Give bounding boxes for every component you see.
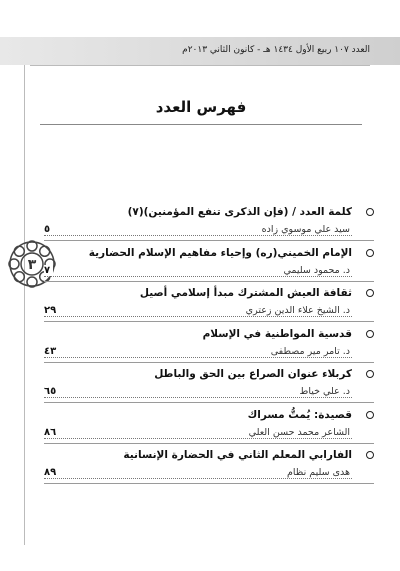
entry-separator [44,240,374,241]
entry-author: د. علي خياط [297,386,350,397]
entry-page-number: ٧ [44,265,53,276]
entry-title: قصيدة: يُمتُّ مسراك [247,408,352,421]
entry-title: كلمة العدد / (فإن الذكرى تنفع المؤمنين)(٧) [127,206,352,218]
dotted-leader [44,397,352,398]
entry-title: الإمام الخميني(ره) وإحياء مفاهيم الإسلام الحضارية [88,246,352,259]
bullet-circle-icon [366,370,374,378]
entry-title: ثقافة العيش المشترك مبدأ إسلامي أصيل [139,287,352,299]
bullet-circle-icon [366,249,374,257]
toc-entry[interactable] [44,368,374,409]
entry-separator [44,443,374,444]
entry-separator [44,281,374,282]
entry-page-number: ٨٦ [44,427,59,438]
entry-author: سيد علي موسوي زاده [259,224,350,235]
bullet-circle-icon [366,330,374,338]
table-of-contents [44,206,374,490]
dotted-leader [44,235,352,236]
entry-separator [44,402,374,403]
title-underline [40,124,362,125]
entry-page-number: ٢٩ [44,305,59,316]
dotted-leader [44,316,352,317]
toc-entry[interactable] [44,409,374,450]
badge-number: ٣ [27,257,37,273]
running-header-text: العدد ١٠٧ ربيع الأول ١٤٣٤ هـ - كانون الثاني ٢٠١٣م [182,45,370,55]
entry-author: هدى سليم نظام [284,467,350,478]
entry-separator [44,483,374,484]
dotted-leader [44,357,352,358]
entry-page-number: ٨٩ [44,467,59,478]
entry-separator [44,321,374,322]
entry-separator [44,362,374,363]
entry-title: قدسية المواطنية في الإسلام [202,327,352,340]
dotted-leader [44,276,352,277]
bullet-circle-icon [366,289,374,297]
entry-page-number: ٤٣ [44,346,59,357]
entry-page-number: ٦٥ [44,386,59,397]
entry-title: الفارابي المعلم الثاني في الحضارة الإنسانية [123,449,352,461]
entry-page-number: ٥ [44,224,53,235]
bullet-circle-icon [366,451,374,459]
dotted-leader [44,478,352,479]
entry-title: كربلاء عنوان الصراع بين الحق والباطل [154,368,352,380]
entry-author: د. تامر مير مصطفى [268,346,350,357]
toc-entry[interactable] [44,206,374,247]
frame-left-rule [24,65,25,545]
entry-author: الشاعر محمد حسن العلي [246,427,350,438]
bullet-circle-icon [366,208,374,216]
toc-entry[interactable] [44,449,374,490]
title-block [40,98,362,116]
entry-author: د. محمود سليمي [280,265,350,276]
toc-entry[interactable] [44,287,374,328]
dotted-leader [44,438,352,439]
entry-author: د. الشيخ علاء الدين زعتري [243,305,350,316]
toc-entry[interactable] [44,328,374,369]
toc-entry[interactable] [44,247,374,288]
bullet-circle-icon [366,411,374,419]
page-title: فهرس العدد [155,98,247,116]
frame-top-rule [30,65,370,66]
